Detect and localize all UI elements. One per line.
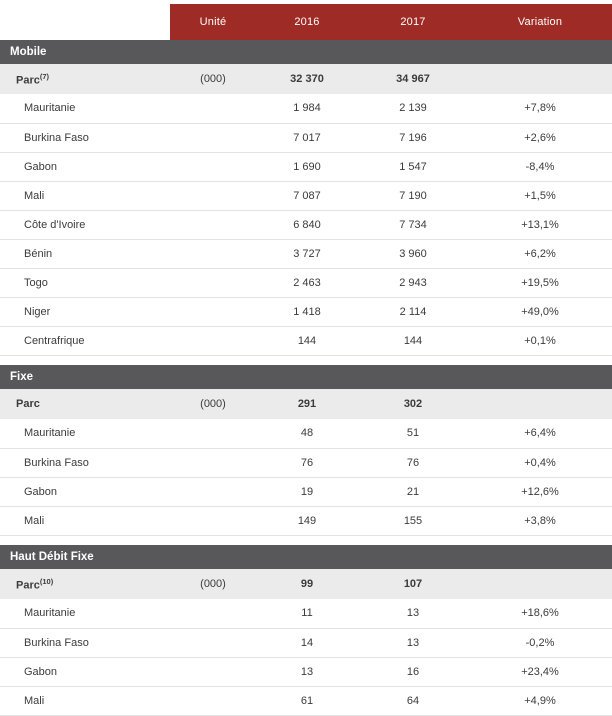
section-title: Fixe bbox=[0, 365, 170, 389]
value-2017: 7 190 bbox=[358, 181, 468, 210]
header-cell: Variation bbox=[468, 4, 612, 40]
value-2016: 149 bbox=[256, 506, 358, 535]
parc-label-cell bbox=[0, 389, 170, 419]
parc-label: Parc bbox=[16, 579, 40, 592]
section-title: Mobile bbox=[0, 40, 170, 64]
table-row bbox=[0, 94, 612, 123]
section-title-filler bbox=[468, 545, 612, 569]
country-label: Bénin bbox=[0, 239, 170, 268]
value-2016: 14 bbox=[256, 628, 358, 657]
unit-cell bbox=[170, 448, 256, 477]
value-2017: 155 bbox=[358, 506, 468, 535]
variation-value: +3,8% bbox=[468, 506, 612, 535]
country-label: Mauritanie bbox=[0, 419, 170, 448]
table-row bbox=[0, 297, 612, 326]
unit-cell bbox=[170, 152, 256, 181]
variation-value: +23,4% bbox=[468, 657, 612, 686]
value-2016: 6 840 bbox=[256, 210, 358, 239]
value-2017: 76 bbox=[358, 448, 468, 477]
parc-label-cell bbox=[0, 569, 170, 599]
table-row bbox=[0, 599, 612, 628]
section-title-filler bbox=[468, 40, 612, 64]
table-row bbox=[0, 123, 612, 152]
parc-value-2017: 34 967 bbox=[358, 64, 468, 94]
unit-cell bbox=[170, 94, 256, 123]
section-title-filler bbox=[170, 545, 256, 569]
section-title-filler bbox=[256, 365, 358, 389]
country-label: Centrafrique bbox=[0, 326, 170, 355]
table-row bbox=[0, 419, 612, 448]
value-2016: 1 984 bbox=[256, 94, 358, 123]
unit-cell bbox=[170, 239, 256, 268]
section-title-filler bbox=[170, 365, 256, 389]
variation-value: +6,2% bbox=[468, 239, 612, 268]
header-blank-cell bbox=[0, 4, 170, 40]
variation-value: +4,9% bbox=[468, 686, 612, 715]
value-2017: 2 139 bbox=[358, 94, 468, 123]
table-row bbox=[0, 506, 612, 535]
unit-cell bbox=[170, 599, 256, 628]
section-spacer-cell bbox=[0, 535, 612, 545]
section-spacer-cell bbox=[0, 355, 612, 365]
country-label: Mali bbox=[0, 181, 170, 210]
value-2017: 144 bbox=[358, 326, 468, 355]
table-row bbox=[0, 268, 612, 297]
table-row bbox=[0, 326, 612, 355]
unit-cell bbox=[170, 477, 256, 506]
country-label: Togo bbox=[0, 268, 170, 297]
value-2016: 19 bbox=[256, 477, 358, 506]
section-title: Haut Débit Fixe bbox=[0, 545, 170, 569]
section-title-row bbox=[0, 40, 612, 64]
parc-footnote: (10) bbox=[39, 576, 54, 586]
country-label: Gabon bbox=[0, 657, 170, 686]
value-2017: 21 bbox=[358, 477, 468, 506]
table-header-row bbox=[0, 4, 612, 40]
section-title-filler bbox=[468, 365, 612, 389]
table-row bbox=[0, 210, 612, 239]
unit-cell bbox=[170, 628, 256, 657]
header-cell: 2016 bbox=[256, 4, 358, 40]
country-label: Mali bbox=[0, 506, 170, 535]
variation-value: -8,4% bbox=[468, 152, 612, 181]
parc-variation bbox=[468, 569, 612, 599]
value-2017: 2 114 bbox=[358, 297, 468, 326]
country-label: Gabon bbox=[0, 152, 170, 181]
value-2016: 13 bbox=[256, 657, 358, 686]
value-2017: 7 734 bbox=[358, 210, 468, 239]
variation-value: +6,4% bbox=[468, 419, 612, 448]
unit-cell bbox=[170, 297, 256, 326]
parc-label-cell bbox=[0, 64, 170, 94]
variation-value: +0,4% bbox=[468, 448, 612, 477]
section-title-filler bbox=[358, 365, 468, 389]
value-2017: 7 196 bbox=[358, 123, 468, 152]
section-title-filler bbox=[358, 545, 468, 569]
parc-value-2016: 32 370 bbox=[256, 64, 358, 94]
value-2017: 13 bbox=[358, 599, 468, 628]
country-label: Mauritanie bbox=[0, 94, 170, 123]
value-2016: 3 727 bbox=[256, 239, 358, 268]
value-2017: 64 bbox=[358, 686, 468, 715]
parc-unit: (000) bbox=[170, 389, 256, 419]
unit-cell bbox=[170, 419, 256, 448]
value-2016: 1 418 bbox=[256, 297, 358, 326]
country-label: Niger bbox=[0, 297, 170, 326]
table-row bbox=[0, 239, 612, 268]
parc-value-2017: 302 bbox=[358, 389, 468, 419]
value-2016: 2 463 bbox=[256, 268, 358, 297]
parc-footnote: (7) bbox=[39, 71, 50, 81]
value-2016: 11 bbox=[256, 599, 358, 628]
value-2017: 2 943 bbox=[358, 268, 468, 297]
unit-cell bbox=[170, 326, 256, 355]
table-row bbox=[0, 657, 612, 686]
parc-label: Parc bbox=[16, 398, 40, 410]
country-label: Mali bbox=[0, 686, 170, 715]
section-spacer bbox=[0, 355, 612, 365]
value-2017: 16 bbox=[358, 657, 468, 686]
country-label: Mauritanie bbox=[0, 599, 170, 628]
section-title-filler bbox=[256, 40, 358, 64]
parc-summary-row bbox=[0, 64, 612, 94]
operational-data-table bbox=[0, 4, 612, 716]
country-label: Côte d'Ivoire bbox=[0, 210, 170, 239]
parc-value-2016: 99 bbox=[256, 569, 358, 599]
parc-summary-row bbox=[0, 389, 612, 419]
variation-value: -0,2% bbox=[468, 628, 612, 657]
section-spacer bbox=[0, 535, 612, 545]
table-row bbox=[0, 448, 612, 477]
country-label: Gabon bbox=[0, 477, 170, 506]
value-2016: 76 bbox=[256, 448, 358, 477]
country-label: Burkina Faso bbox=[0, 628, 170, 657]
value-2016: 7 087 bbox=[256, 181, 358, 210]
variation-value: +19,5% bbox=[468, 268, 612, 297]
parc-summary-row bbox=[0, 569, 612, 599]
variation-value: +49,0% bbox=[468, 297, 612, 326]
parc-unit: (000) bbox=[170, 569, 256, 599]
value-2016: 1 690 bbox=[256, 152, 358, 181]
table-row bbox=[0, 152, 612, 181]
variation-value: +2,6% bbox=[468, 123, 612, 152]
unit-cell bbox=[170, 657, 256, 686]
value-2016: 144 bbox=[256, 326, 358, 355]
unit-cell bbox=[170, 268, 256, 297]
parc-variation bbox=[468, 64, 612, 94]
parc-variation bbox=[468, 389, 612, 419]
value-2017: 1 547 bbox=[358, 152, 468, 181]
variation-value: +18,6% bbox=[468, 599, 612, 628]
table-row bbox=[0, 477, 612, 506]
unit-cell bbox=[170, 506, 256, 535]
value-2017: 13 bbox=[358, 628, 468, 657]
value-2017: 3 960 bbox=[358, 239, 468, 268]
value-2017: 51 bbox=[358, 419, 468, 448]
section-title-filler bbox=[170, 40, 256, 64]
country-label: Burkina Faso bbox=[0, 448, 170, 477]
value-2016: 48 bbox=[256, 419, 358, 448]
country-label: Burkina Faso bbox=[0, 123, 170, 152]
section-title-row bbox=[0, 545, 612, 569]
section-title-filler bbox=[256, 545, 358, 569]
unit-cell bbox=[170, 686, 256, 715]
variation-value: +1,5% bbox=[468, 181, 612, 210]
unit-cell bbox=[170, 210, 256, 239]
value-2016: 61 bbox=[256, 686, 358, 715]
variation-value: +13,1% bbox=[468, 210, 612, 239]
header-cell: 2017 bbox=[358, 4, 468, 40]
header-cell: Unité bbox=[170, 4, 256, 40]
parc-value-2017: 107 bbox=[358, 569, 468, 599]
parc-unit: (000) bbox=[170, 64, 256, 94]
parc-label: Parc bbox=[16, 74, 40, 87]
table-row bbox=[0, 628, 612, 657]
value-2016: 7 017 bbox=[256, 123, 358, 152]
unit-cell bbox=[170, 181, 256, 210]
parc-value-2016: 291 bbox=[256, 389, 358, 419]
table-row bbox=[0, 686, 612, 715]
variation-value: +0,1% bbox=[468, 326, 612, 355]
unit-cell bbox=[170, 123, 256, 152]
section-title-filler bbox=[358, 40, 468, 64]
section-title-row bbox=[0, 365, 612, 389]
variation-value: +7,8% bbox=[468, 94, 612, 123]
table-row bbox=[0, 181, 612, 210]
variation-value: +12,6% bbox=[468, 477, 612, 506]
